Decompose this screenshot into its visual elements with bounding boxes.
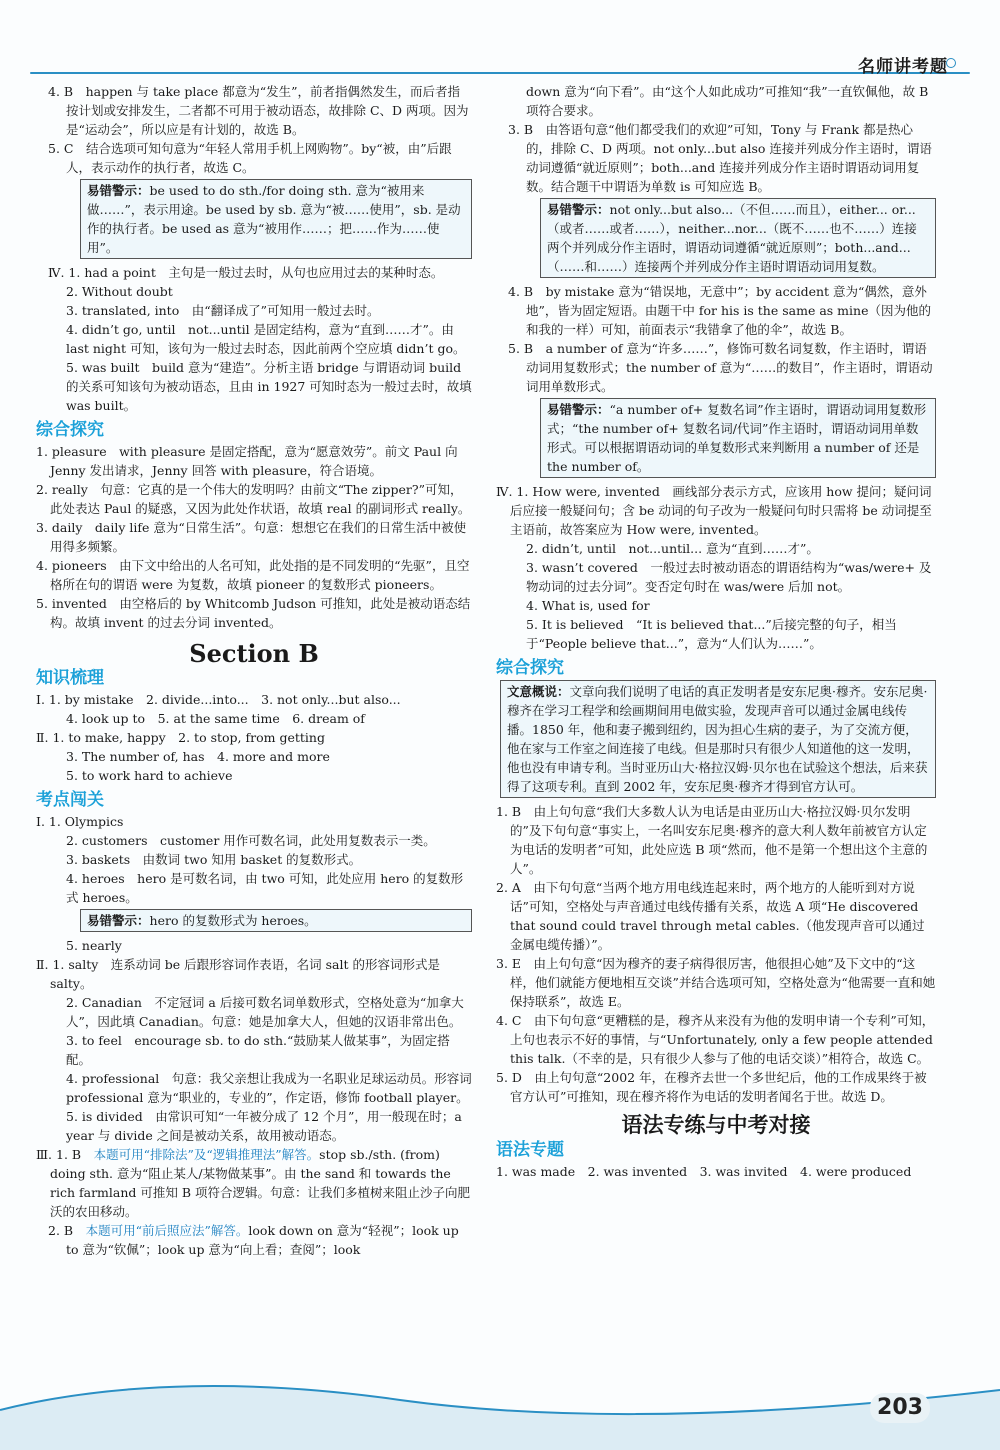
page-number: 203 xyxy=(870,1393,930,1423)
answer-item: 3. B 由答语句意“他们都受我们的欢迎”可知，Tony 与 Frank 都是热心的，排除 C、D 两项。not only...but also 连接并列成分作主语时，谓语动词遵循“就近原则”；both...and 连接并列成分作主语时谓语动词用复数。结合题干中谓语为单数 is 可知应选 B。 xyxy=(508,122,932,194)
answer-item: 3. wasn’t covered 一般过去时被动语态的谓语结构为“was/were+ 及物动词的过去分词”。变否定句时在 was/were 后加 not。 xyxy=(526,560,932,594)
answer-item: 4. C 由下句句意“更糟糕的是，穆齐从来没有为他的发明申请一个专利”可知，上句也表示不好的事情，与“Unfortunately, only a few people attended this talk.（不幸的是，只有很少人参与了他的电话交谈）”相符合，故选 C。 xyxy=(496,1013,935,1066)
section-heading: 知识梳理 xyxy=(36,668,104,688)
answer-item: 3. The number of, has 4. more and more xyxy=(66,749,330,764)
answer-item: 4. pioneers 由下文中给出的人名可知，此处指的是不同发明的“先驱”，且空格所在句的谓语 were 为复数，故填 pioneer 的复数形式 pioneers。 xyxy=(36,558,470,592)
answer-item: 3. daily daily life 意为“日常生活”。句意：想想它在我们的日常生活中被使用得多频繁。 xyxy=(36,520,467,554)
note-label: 文意概说： xyxy=(507,684,570,699)
method-hint: 本题可用“前后照应法”解答。 xyxy=(85,1223,249,1238)
answer-item: 2. customers customer 用作可数名词，此处用复数表示一类。 xyxy=(66,833,436,848)
answer-item: Ⅱ. 1. to make, happy 2. to stop, from getting xyxy=(36,730,325,745)
answer-item: 2. A 由下句句意“当两个地方用电线连起来时，两个地方的人能听到对方说话”可知，空格处与声音通过电线传播有关系，故选 A 项“He discovered that sound could travel through metal cables.（他发现声音可以通过金属电缆传播）”。 xyxy=(496,880,925,952)
answer-item: 4. What is, used for xyxy=(526,598,650,613)
answer-item: 4. B happen 与 take place 都意为“发生”，前者指偶然发生，而后者指按计划或安排发生，二者都不可用于被动语态，故排除 C、D 两项。因为是“运动会”，所以应是有计划的，故选 B。 xyxy=(48,84,469,137)
answer-item: 1. B 由上句句意“我们大多数人认为电话是由亚历山大·格拉汉姆·贝尔发明的”及下句句意“事实上，一名叫安东尼奥·穆齐的意大利人数年前被官方认定为电话的发明者”可知，此处应选 B 项“然而，他不是第一个想出这个主意的人”。 xyxy=(496,804,928,876)
section-b-title: Section B xyxy=(189,639,319,668)
answer-item: 3. translated, into 由“翻译成了”可知用一般过去时。 xyxy=(66,303,380,318)
note-label: 易错警示： xyxy=(87,913,150,928)
answer-item: Ⅰ. 1. Olympics xyxy=(36,814,124,829)
answer-item: 2. Without doubt xyxy=(66,284,173,299)
section-heading: 语法专题 xyxy=(496,1140,564,1160)
section-heading: 考点闯关 xyxy=(36,790,104,810)
note-text: hero 的复数形式为 heroes。 xyxy=(149,913,317,928)
note-text: 文章向我们说明了电话的真正发明者是安东尼奥·穆齐。安东尼奥·穆齐在学习工程学和绘画期间用电做实验，发现声音可以通过金属电线传播。1850 年，他和妻子搬到纽约，因为担心生病的妻子，为了交流方便，他在家与工作室之间连接了电线。但是那时只有很少人知道他的这一发明，他也没有申请专利。当时亚历山大·格拉汉姆·贝尔也在试验这个想法，后来获得了这项专利。直到 2002 年，安东尼奥·穆齐才得到官方认可。 xyxy=(507,684,928,794)
section-heading: 综合探究 xyxy=(496,658,564,678)
answer-item: 5. It is believed “It is believed that...”后接完整的句子，相当于“People believe that...”，意为“人们认为……”。 xyxy=(526,617,897,651)
note-text: “a number of+ 复数名词”作主语时，谓语动词用复数形式；“the number of+ 复数名词/代词”作主语时，谓语动词用单数形式。可以根据谓语动词的单复数形式来判断用 a number of 还是 the number of。 xyxy=(547,402,927,474)
error-note-box xyxy=(80,909,472,932)
answer-item: 3. E 由上句句意“因为穆齐的妻子病得很厉害，他很担心她”及下文中的“这样，他们就能方便地相互交谈”并结合选项可知，空格处意为“他需要一直和她保持联系”，故选 E。 xyxy=(496,956,936,1009)
error-note-box xyxy=(540,398,936,478)
header-dot-icon xyxy=(946,58,956,68)
answer-item: 2. didn’t, until not...until... 意为“直到……才”。 xyxy=(526,541,819,556)
section-heading: 综合探究 xyxy=(36,420,104,440)
item-text: look down on 意为“轻视”；look up to 意为“钦佩”；look up 意为“向上看；查阅”；look xyxy=(66,1223,459,1257)
answer-item: 4. didn’t go, until not...until 是固定结构，意为“直到……才”。由 last night 可知，该句为一般过去时态，因此前两个空应填 didn’t go。 xyxy=(66,322,466,356)
answer-item: 5. is divided 由常识可知“一年被分成了 12 个月”，用一般现在时；a year 与 divide 之间是被动关系，故用被动语态。 xyxy=(66,1109,462,1143)
answer-item: 2. really 句意：它真的是一个伟大的发明吗？由前文“The zipper?”可知，此处表达 Paul 的疑惑，又因为此处作状语，故填 real 的副词形式 really。 xyxy=(36,482,471,516)
error-note-box xyxy=(540,198,936,278)
note-label: 易错警示： xyxy=(87,183,150,198)
answer-item: Ⅱ. 1. salty 连系动词 be 后跟形容词作表语，名词 salt 的形容词形式是 salty。 xyxy=(36,957,440,991)
answer-item: Ⅳ. 1. had a point 主句是一般过去时，从句也应用过去的某种时态。 xyxy=(48,265,444,280)
answer-item: 5. invented 由空格后的 by Whitcomb Judson 可推知，此处是被动语态结构。故填 invent 的过去分词 invented。 xyxy=(36,596,471,630)
answer-item: 4. B by mistake 意为“错误地，无意中”；by accident 意为“偶然，意外地”，皆为固定短语。由题干中 for his is the same as mine（因为他的和我的一样）可知，前面表示“我错拿了他的伞”，故选 B。 xyxy=(508,284,931,337)
answer-item xyxy=(36,1145,472,1221)
item-text: stop sb./sth. (from) doing sth. 意为“阻止某人/某物做某事”。由 the sand 和 towards the rich farmland 可推知 B 项符合逻辑。句意：让我们多植树来阻止沙子向肥沃的农田移动。 xyxy=(50,1147,471,1219)
summary-box xyxy=(500,680,936,798)
answer-item xyxy=(36,1221,472,1259)
answer-item: 5. D 由上句句意“2002 年，在穆齐去世一个多世纪后，他的工作成果终于被官方认可”可推知，现在穆齐将作为电话的发明者闻名于世。故选 D。 xyxy=(496,1070,927,1104)
answer-item: 3. baskets 由数词 two 知用 basket 的复数形式。 xyxy=(66,852,362,867)
note-text: be used to do sth./for doing sth. 意为“被用来做……”，表示用途。be used by sb. 意为“被……使用”，sb. 是动作的执行者。be used as 意为“被用作……；把……作为……使用”。 xyxy=(87,183,461,255)
grammar-practice-title: 语法专练与中考对接 xyxy=(621,1113,811,1137)
answer-item: Ⅰ. 1. by mistake 2. divide...into... 3. not only...but also... xyxy=(36,692,401,707)
method-hint: 本题可用“排除法”及“逻辑推理法”解答。 xyxy=(93,1147,320,1162)
answer-item: 1. was made 2. was invented 3. was invited 4. were produced xyxy=(496,1164,912,1179)
error-note-box xyxy=(80,179,472,259)
note-label: 易错警示： xyxy=(547,202,610,217)
answer-item: 5. nearly xyxy=(66,938,122,953)
answer-item: 4. professional 句意：我父亲想让我成为一名职业足球运动员。形容词 professional 意为“职业的，专业的”，作定语，修饰 football player。 xyxy=(66,1071,472,1105)
answer-item: Ⅳ. 1. How were, invented 画线部分表示方式，应该用 how 提问；疑问词后应接一般疑问句；含 be 动词的句子改为一般疑问句时只需将 be 动词提至主语前，故答案应为 How were, invented。 xyxy=(496,484,932,537)
header-title: 名师讲考题 xyxy=(858,57,948,77)
header-rule xyxy=(30,72,970,74)
answer-item: 5. to work hard to achieve xyxy=(66,768,233,783)
right-column xyxy=(496,82,936,1181)
item-number: Ⅲ. 1. B xyxy=(36,1147,82,1162)
answer-item: 1. pleasure with pleasure 是固定搭配，意为“愿意效劳”。前文 Paul 向 Jenny 发出请求，Jenny 回答 with pleasure，符合语境。 xyxy=(36,444,458,478)
note-text: not only...but also...（不但……而且），either... or...（或者……或者……），neither...nor...（既不……也不……）连接两个并列成分作主语时，谓语动词遵循“就近原则”；both...and...（……和……）连接两个并列成分作主语时谓语动词用复数。 xyxy=(547,202,917,274)
answer-item: 5. C 结合选项可知句意为“年轻人常用手机上网购物”。by“被，由”后跟人，表示动作的执行者，故选 C。 xyxy=(48,141,452,175)
left-column xyxy=(36,82,472,1259)
note-label: 易错警示： xyxy=(547,402,610,417)
answer-item: 3. to feel encourage sb. to do sth.“鼓励某人做某事”，为固定搭配。 xyxy=(66,1033,450,1067)
answer-item: 5. was built build 意为“建造”。分析主语 bridge 与谓语动词 build 的关系可知该句为被动语态，且由 in 1927 可知时态为一般过去时，故填 was built。 xyxy=(66,360,472,413)
item-number: 2. B xyxy=(48,1223,74,1238)
answer-item: 5. B a number of 意为“许多……”，修饰可数名词复数，作主语时，谓语动词用复数形式；the number of 意为“……的数目”，作主语时，谓语动词用单数形式。 xyxy=(508,341,933,394)
answer-item: down 意为“向下看”。由“这个人如此成功”可推知“我”一直钦佩他，故 B 项符合要求。 xyxy=(526,84,929,118)
answer-item: 4. heroes hero 是可数名词，由 two 可知，此处应用 hero 的复数形式 heroes。 xyxy=(66,871,464,905)
footer-wave xyxy=(0,1370,1000,1450)
answer-item: 4. look up to 5. at the same time 6. dream of xyxy=(66,711,365,726)
answer-item: 2. Canadian 不定冠词 a 后接可数名词单数形式，空格处意为“加拿大人”，因此填 Canadian。句意：她是加拿大人，但她的汉语非常出色。 xyxy=(66,995,464,1029)
